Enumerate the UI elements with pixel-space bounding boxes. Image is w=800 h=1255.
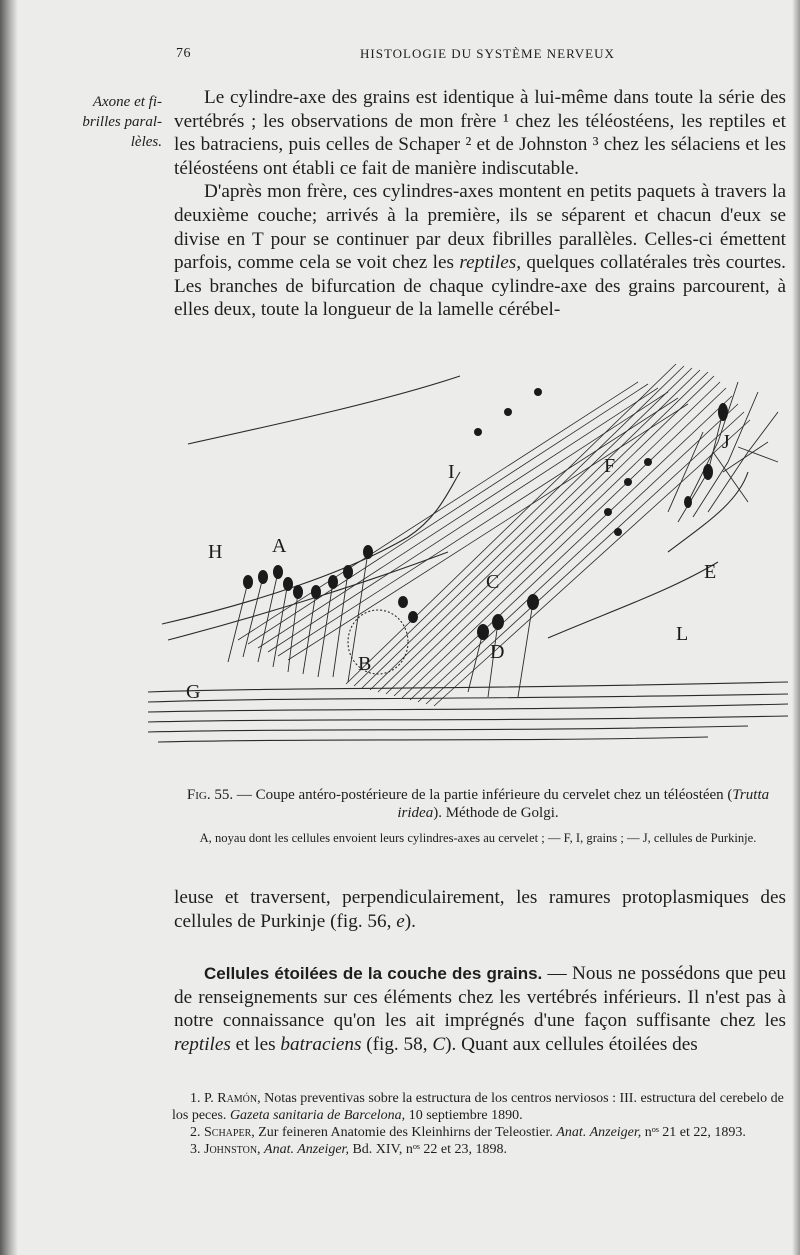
body-text-continued xyxy=(174,886,786,933)
footnote-3-journal: Anat. Anzeiger, xyxy=(264,1142,349,1157)
caption-text-a: — Coupe antéro-postérieure de la partie inférieure du cervelet chez un téléostéen ( xyxy=(233,787,733,803)
footnote-2-end: nᵒˢ 21 et 22, 1893. xyxy=(641,1125,746,1140)
running-head: HISTOLOGIE DU SYSTÈME NERVEUX xyxy=(360,46,615,61)
footnotes xyxy=(172,1090,786,1158)
figure-label-f: F xyxy=(604,455,616,477)
figure-label-a: A xyxy=(272,535,287,557)
figure-label-d: D xyxy=(490,641,505,663)
paragraph-continued xyxy=(174,886,786,933)
paragraph-2-part-b: quelques collatérales très courtes. Les branches de bifurcation de chaque cylindre-axe des grains parcourent, à elles deux, toute la longueur de la lamelle cérébel- xyxy=(174,252,786,321)
footnote-1-journal: Gazeta sanitaria de Barcelona, xyxy=(229,1108,406,1123)
footnote-2-text: , Zur feineren Anatomie des Kleinhirns der Teleostier. xyxy=(251,1125,557,1140)
margin-note-text: Axone et fi-brilles paral-lèles. xyxy=(82,94,162,150)
footnote-2-journal: Anat. Anzeiger, xyxy=(556,1125,642,1140)
margin-note xyxy=(62,92,162,152)
paragraph-2 xyxy=(174,180,786,322)
footnote-3-author: Johnston xyxy=(204,1142,258,1157)
footnote-1-end: 10 septiembre 1890. xyxy=(405,1108,523,1123)
figure-label-b: B xyxy=(358,653,372,675)
footnote-1-text: , Notas preventivas sobre la estructura de los centros nerviosos : III. estructura del cerebelo de los peces. xyxy=(172,1091,784,1123)
footnote-3 xyxy=(172,1141,786,1158)
paragraph-2-emphasis: reptiles, xyxy=(459,252,521,274)
paragraph-1: Le cylindre-axe des grains est identique à lui-même dans toute la série des vertébrés ; les observations de mon frère ¹ chez les téléostéens, les reptiles et les batraciens, puis celles de Schaper ² et de Johnston ³ chez les sélaciens et les téléostéens ont établi ce fait de manière indiscutable. xyxy=(174,87,786,179)
body-text-stellate xyxy=(174,962,786,1056)
figure-label-l: L xyxy=(676,623,689,645)
footnote-3-end: Bd. XIV, nᵒˢ 22 et 23, 1898. xyxy=(348,1142,507,1157)
page-number: 76 xyxy=(176,46,191,61)
footnote-1 xyxy=(172,1090,786,1124)
continued-text-b: ). xyxy=(404,910,416,932)
footnote-1-author: P. Ramón xyxy=(204,1091,258,1106)
stellate-fig-c: C xyxy=(432,1033,446,1055)
figure-label-j: J xyxy=(722,431,730,453)
section-heading: Cellules étoilées de la couche des grains. xyxy=(204,964,543,983)
footnote-3-sep: , xyxy=(257,1142,265,1157)
figure-caption xyxy=(170,786,786,822)
paragraph-stellate xyxy=(174,962,786,1056)
caption-text-b: ). Méthode de Golgi. xyxy=(433,805,559,821)
footnote-2-author: Schaper xyxy=(204,1125,252,1140)
footnote-2 xyxy=(172,1124,786,1141)
page-header xyxy=(0,44,800,68)
book-gutter-shadow xyxy=(0,0,18,1255)
figure-legend: A, noyau dont les cellules envoient leurs cylindres-axes au cervelet ; — F, I, grains ; — J, cellules de Purkinje. xyxy=(199,831,757,845)
figure-label-h: H xyxy=(208,541,223,563)
footnote-2-num: 2. xyxy=(190,1125,204,1140)
stellate-text-d: ). Quant aux cellules étoilées des xyxy=(445,1033,698,1055)
paragraph-2-part-a: D'après mon frère, ces cylindres-axes montent en petits paquets à travers la deuxième couche; arrivés à la première, ils se séparent et chacun d'eux se divise en T pour se continuer par deux fibrilles parallèles. Celles-ci émettent parfois, comme cela se voit chez les xyxy=(174,181,786,274)
stellate-text-b: et les xyxy=(230,1033,281,1055)
footnote-3-num: 3. xyxy=(190,1142,204,1157)
stellate-text-c: (fig. 58, xyxy=(361,1033,433,1055)
figure-label-i: I xyxy=(448,461,455,483)
page-edge xyxy=(792,0,800,1255)
body-text-top xyxy=(174,86,786,322)
figure-55 xyxy=(148,352,788,772)
stellate-text-a: — Nous ne possédons que peu de renseignements sur ces éléments chez les vertébrés inférieurs. Il n'est pas à notre connaissance qu'on les ait imprégnés d'une façon suffisante chez les xyxy=(174,963,786,1032)
continued-emphasis: e xyxy=(396,910,405,932)
continued-text-a: leuse et traversent, perpendiculairement, les ramures protoplasmiques des cellules de Purkinje (fig. 56, xyxy=(174,887,786,932)
stellate-batraciens: batraciens xyxy=(280,1033,362,1055)
figure-label-c: C xyxy=(486,571,500,593)
footnote-1-num: 1. xyxy=(190,1091,204,1106)
stellate-reptiles: reptiles xyxy=(174,1033,231,1055)
histology-illustration xyxy=(148,352,788,772)
figure-label-g: G xyxy=(186,681,201,703)
figure-label-e: E xyxy=(704,561,717,583)
figure-number: Fig. 55. xyxy=(186,787,234,803)
caption-species: Trutta iridea xyxy=(397,787,770,821)
